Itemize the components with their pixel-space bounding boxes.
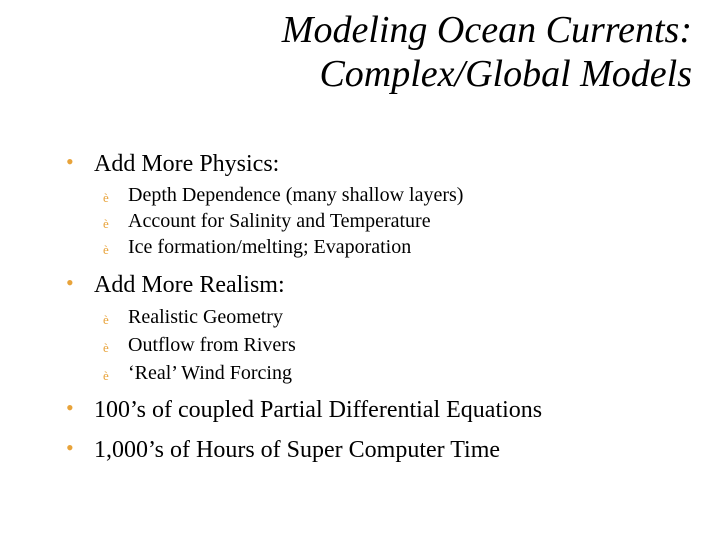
bullet-text: Add More Realism: xyxy=(94,272,285,298)
slide-title xyxy=(282,8,692,96)
bullet-text: Add More Physics: xyxy=(94,151,280,177)
sub-bullet-text: Account for Salinity and Temperature xyxy=(128,210,431,232)
sub-bullet-text: Outflow from Rivers xyxy=(128,334,296,356)
sub-bullet-text: ‘Real’ Wind Forcing xyxy=(128,362,292,384)
arrow-bullet-icon: è xyxy=(103,190,109,205)
bullet-dot-icon: • xyxy=(66,435,74,460)
sub-bullet-text: Ice formation/melting; Evaporation xyxy=(128,236,412,258)
sub-bullet-text: Depth Dependence (many shallow layers) xyxy=(128,184,464,206)
arrow-bullet-icon: è xyxy=(103,368,109,383)
bullet-dot-icon: • xyxy=(66,149,74,174)
bullet-dot-icon: • xyxy=(66,270,74,295)
arrow-bullet-icon: è xyxy=(103,216,109,231)
sub-bullet-text: Realistic Geometry xyxy=(128,306,283,328)
slide-title-line-2: Complex/Global Models xyxy=(319,53,692,95)
arrow-bullet-icon: è xyxy=(103,340,109,355)
bullet-text: 100’s of coupled Partial Differential Equations xyxy=(94,397,543,423)
arrow-bullet-icon: è xyxy=(103,312,109,327)
slide-title-line-1: Modeling Ocean Currents: xyxy=(281,9,692,51)
bullet-text: 1,000’s of Hours of Super Computer Time xyxy=(94,437,501,463)
bullet-dot-icon: • xyxy=(66,395,74,420)
arrow-bullet-icon: è xyxy=(103,242,109,257)
